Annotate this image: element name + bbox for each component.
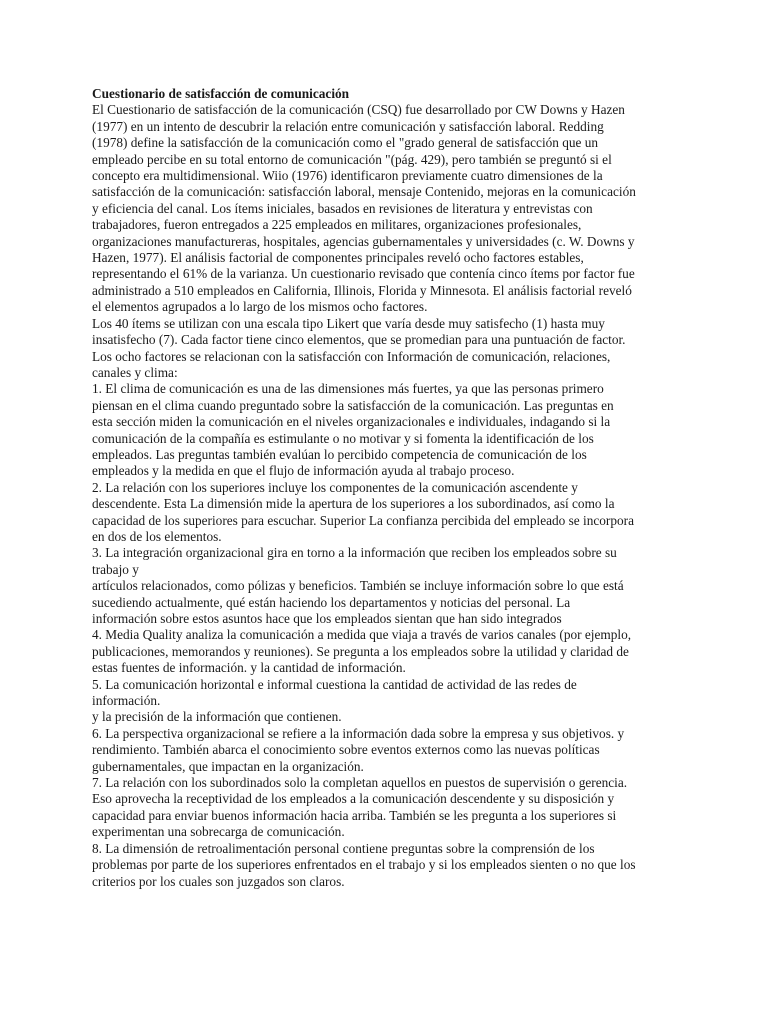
list-item-factor-2: 2. La relación con los superiores incluye los componentes de la comunicación ascendente y descendente. Esta La dimensión mide la apertura de los superiores a los subordinados, así como la capacidad de los superiores para escuchar. Superior La confianza percibida del empleado se incorpora en dos de los elementos. — [92, 479, 634, 544]
paragraph-scale: Los 40 ítems se utilizan con una escala tipo Likert que varía desde muy satisfecho (1) hasta muy insatisfecho (7). Cada factor tiene cinco elementos, que se promedian para una puntuación de factor. — [92, 315, 626, 348]
list-item-factor-7: 7. La relación con los subordinados solo la completan aquellos en puestos de supervisión o gerencia. Eso aprovecha la receptividad de los empleados a la comunicación descendente y su disposición y capacidad para enviar buenos información hacia arriba. También se les pregunta a los superiores si experimentan una sobrecarga de comunicación. — [92, 775, 628, 840]
list-item-factor-3: 3. La integración organizacional gira en torno a la información que reciben los empleados sobre su trabajo y artículos relacionados, como pólizas y beneficios. También se incluye información sobre lo que está sucediendo actualmente, qué están haciendo los departamentos y noticias del personal. La información sobre estos asuntos hace que los empleados sientan que han sido integrados — [92, 545, 624, 626]
list-item-factor-1: 1. El clima de comunicación es una de las dimensiones más fuertes, ya que las personas primero piensan en el clima cuando preguntado sobre la satisfacción de la comunicación. Las preguntas en esta sección miden la comunicación en el niveles organizacionales e individuales, indagando si la comunicación de la compañía es estimulante o no motivar y si fomenta la identificación de los empleados. Las preguntas también evalúan lo percibido competencia de comunicación de los empleados y la medida en que el flujo de información ayuda al trabajo proceso. — [92, 381, 614, 479]
list-item-factor-5: 5. La comunicación horizontal e informal cuestiona la cantidad de actividad de las redes de información. y la precisión de la información que contienen. — [92, 676, 577, 725]
list-item-factor-8: 8. La dimensión de retroalimentación personal contiene preguntas sobre la comprensión de los problemas por parte de los superiores enfrentados en el trabajo y si los empleados sienten o no que los criterios por los cuales son juzgados son claros. — [92, 840, 636, 889]
document-page — [92, 86, 676, 890]
document-title: Cuestionario de satisfacción de comunicación — [92, 86, 350, 101]
list-item-factor-6: 6. La perspectiva organizacional se refiere a la información dada sobre la empresa y sus objetivos. y rendimiento. También abarca el conocimiento sobre eventos externos como las nuevas políticas gubernamentales, que impactan en la organización. — [92, 725, 625, 774]
paragraph-factors-intro: Los ocho factores se relacionan con la satisfacción con Información de comunicación, relaciones, canales y clima: — [92, 348, 611, 380]
paragraph-intro: El Cuestionario de satisfacción de la comunicación (CSQ) fue desarrollado por CW Downs y Hazen (1977) en un intento de descubrir la relación entre comunicación y satisfacción laboral. Redding (1978) define la satisfacción de la comunicación como el "grado general de satisfacción que un empleado percibe en su total entorno de comunicación "(pág. 429), pero también se preguntó si el concepto era multidimensional. Wiio (1976) identificaron previamente cuatro dimensiones de la satisfacción de la comunicación: satisfacción laboral, mensaje Contenido, mejoras en la comunicación y eficiencia del canal. Los ítems iniciales, basados en revisiones de literatura y entrevistas con trabajadores, fueron entregados a 225 empleados en militares, organizaciones profesionales, organizaciones manufactureras, hospitales, agencias gubernamentales y universidades (c. W. Downs y Hazen, 1977). El análisis factorial de componentes principales reveló ocho factores estables, representando el 61% de la varianza. Un cuestionario revisado que contenía cinco ítems por factor fue administrado a 510 empleados en California, Illinois, Florida y Minnesota. El análisis factorial reveló el elementos agrupados a lo largo de los mismos ocho factores. — [92, 102, 636, 315]
list-item-factor-4: 4. Media Quality analiza la comunicación a medida que viaja a través de varios canales (por ejemplo, publicaciones, memorandos y reuniones). Se pregunta a los empleados sobre la utilidad y claridad de estas fuentes de información. y la cantidad de información. — [92, 627, 632, 676]
